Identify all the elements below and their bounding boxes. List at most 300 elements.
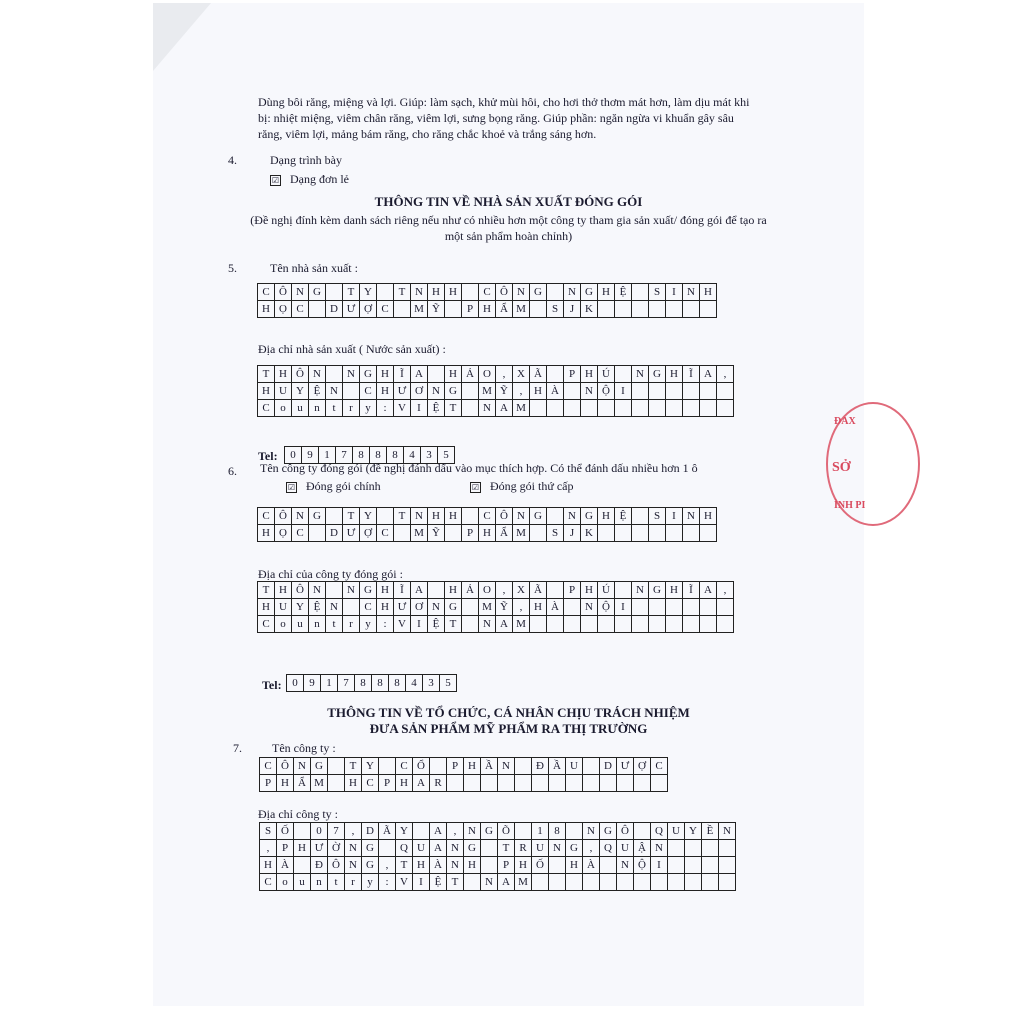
grid-cell: Ú [598, 582, 615, 599]
grid-row [260, 775, 668, 792]
grid-cell: Y [360, 284, 377, 301]
grid-row [260, 874, 736, 891]
grid-cell: G [530, 508, 547, 525]
grid-cell [668, 857, 685, 874]
grid-cell: I [615, 599, 632, 616]
grid-cell: N [292, 284, 309, 301]
grid-cell: : [379, 874, 396, 891]
grid-row [260, 857, 736, 874]
grid-cell: T [394, 508, 411, 525]
grid-cell: H [377, 366, 394, 383]
heading-note-1: (Đề nghị đính kèm danh sách riêng nếu như có nhiều hơn một công ty tham gia sản xuất/ đóng gói để tạo ra [250, 213, 767, 227]
grid-row [260, 758, 668, 775]
grid-cell: C [651, 758, 668, 775]
grid-cell [615, 525, 632, 542]
grid-cell [683, 616, 700, 633]
grid-cell: V [394, 400, 411, 417]
grid-cell [530, 400, 547, 417]
grid-cell: N [464, 823, 481, 840]
grid-cell [377, 508, 394, 525]
grid-cell: H [428, 284, 445, 301]
grid-cell: C [479, 284, 496, 301]
heading-responsible-2: ĐƯA SẢN PHẨM MỸ PHẨM RA THỊ TRƯỜNG [369, 721, 648, 736]
grid-cell [532, 874, 549, 891]
grid-cell: Ư [617, 758, 634, 775]
intro-line-2: bị: nhiệt miệng, viêm chân răng, viêm lợi, sưng bọng răng. Giúp phần: ngăn ngừa vi khuẩn gây sâu [258, 111, 734, 125]
grid-cell [700, 400, 717, 417]
grid-cell: G [309, 508, 326, 525]
grid-cell [685, 857, 702, 874]
grid-cell: T [394, 284, 411, 301]
grid-cell [445, 525, 462, 542]
grid-cell: H [258, 599, 275, 616]
grid-cell: Ã [530, 582, 547, 599]
grid-cell: P [447, 758, 464, 775]
grid-cell: C [258, 508, 275, 525]
grid-cell: , [447, 823, 464, 840]
grid-cell: 0 [311, 823, 328, 840]
grid-cell [700, 301, 717, 318]
grid-cell: Ã [379, 823, 396, 840]
grid-cell: N [651, 840, 668, 857]
grid-cell: Ú [598, 366, 615, 383]
grid-cell: N [343, 366, 360, 383]
grid-cell: H [700, 284, 717, 301]
grid-cell: N [564, 284, 581, 301]
grid-cell: t [326, 616, 343, 633]
heading-responsible-1: THÔNG TIN VỀ TỔ CHỨC, CÁ NHÂN CHỊU TRÁCH NHIỆM [327, 705, 690, 720]
grid-cell [634, 874, 651, 891]
grid-cell: 4 [404, 447, 421, 464]
grid-cell [394, 301, 411, 318]
packager-tel-grid [286, 674, 457, 692]
grid-cell: Ả [462, 366, 479, 383]
grid-cell [666, 383, 683, 400]
grid-cell [717, 383, 734, 400]
grid-cell [632, 400, 649, 417]
grid-cell: n [309, 616, 326, 633]
grid-cell: N [583, 823, 600, 840]
grid-cell [564, 400, 581, 417]
grid-cell: u [292, 400, 309, 417]
company-address-label: Địa chỉ công ty : [258, 807, 338, 821]
grid-cell [719, 874, 736, 891]
grid-cell: G [362, 857, 379, 874]
grid-cell: H [275, 366, 292, 383]
grid-cell [583, 775, 600, 792]
grid-cell [462, 383, 479, 400]
grid-cell [481, 857, 498, 874]
grid-cell: N [513, 508, 530, 525]
grid-cell [717, 616, 734, 633]
grid-cell [445, 301, 462, 318]
section-4-number: 4. [228, 153, 237, 167]
grid-cell: G [566, 840, 583, 857]
grid-cell: J [564, 525, 581, 542]
grid-cell: N [479, 400, 496, 417]
grid-cell [328, 775, 345, 792]
grid-cell: Ỹ [428, 525, 445, 542]
grid-cell: N [683, 508, 700, 525]
grid-cell [428, 366, 445, 383]
grid-cell [700, 383, 717, 400]
grid-cell: y [362, 874, 379, 891]
grid-cell: H [277, 775, 294, 792]
section-6-number: 6. [228, 464, 237, 478]
grid-cell: I [615, 383, 632, 400]
grid-cell: H [598, 508, 615, 525]
grid-cell: U [413, 840, 430, 857]
grid-cell: H [445, 284, 462, 301]
grid-cell: D [326, 301, 343, 318]
grid-cell [632, 383, 649, 400]
grid-cell: 5 [438, 447, 455, 464]
secondary-packaging-option [470, 479, 574, 493]
grid-cell [598, 616, 615, 633]
grid-cell [447, 775, 464, 792]
grid-cell: N [309, 582, 326, 599]
grid-cell: S [547, 301, 564, 318]
grid-cell: I [666, 284, 683, 301]
packager-address-grid [257, 581, 734, 633]
grid-cell [615, 616, 632, 633]
grid-cell [719, 857, 736, 874]
grid-cell [600, 775, 617, 792]
grid-cell: H [598, 284, 615, 301]
grid-cell: T [258, 582, 275, 599]
grid-cell: 1 [321, 675, 338, 692]
grid-cell [666, 616, 683, 633]
grid-cell: N [632, 582, 649, 599]
checkbox-checked-icon[interactable]: ☑ [287, 482, 296, 492]
grid-cell: N [411, 508, 428, 525]
grid-cell [668, 874, 685, 891]
grid-cell: Ô [275, 508, 292, 525]
grid-cell: P [564, 366, 581, 383]
grid-cell: C [258, 284, 275, 301]
grid-cell: Ầ [481, 758, 498, 775]
grid-cell: H [666, 582, 683, 599]
grid-cell: Ậ [634, 840, 651, 857]
grid-cell [549, 775, 566, 792]
grid-cell: G [530, 284, 547, 301]
grid-cell [549, 874, 566, 891]
grid-cell: P [379, 775, 396, 792]
grid-cell: Y [396, 823, 413, 840]
grid-cell: À [547, 599, 564, 616]
grid-cell: Ệ [309, 599, 326, 616]
grid-cell [632, 301, 649, 318]
grid-cell: H [464, 857, 481, 874]
grid-cell [428, 582, 445, 599]
grid-cell: U [275, 383, 292, 400]
grid-cell: 7 [336, 447, 353, 464]
grid-cell: G [649, 582, 666, 599]
grid-cell: Ộ [598, 599, 615, 616]
grid-cell: N [428, 599, 445, 616]
grid-cell: Ô [496, 284, 513, 301]
grid-cell [666, 301, 683, 318]
option-label: Đóng gói thứ cấp [490, 479, 574, 493]
grid-cell: N [309, 366, 326, 383]
grid-cell [702, 874, 719, 891]
grid-cell: Ệ [309, 383, 326, 400]
grid-cell: Ẩ [496, 525, 513, 542]
grid-cell: 3 [421, 447, 438, 464]
grid-cell: Ô [617, 823, 634, 840]
grid-cell: V [396, 874, 413, 891]
grid-row [287, 675, 457, 692]
grid-cell: 0 [285, 447, 302, 464]
grid-cell: Ề [702, 823, 719, 840]
grid-cell: Ư [343, 301, 360, 318]
grid-cell: M [513, 525, 530, 542]
company-name-label: Tên công ty : [272, 741, 336, 755]
grid-cell: Ư [394, 383, 411, 400]
grid-row [260, 840, 736, 857]
grid-cell [634, 775, 651, 792]
checkbox-checked-icon[interactable]: ☑ [471, 482, 480, 492]
grid-cell: Ệ [428, 616, 445, 633]
grid-cell: G [309, 284, 326, 301]
grid-cell [581, 616, 598, 633]
grid-cell: A [411, 366, 428, 383]
grid-cell [462, 616, 479, 633]
grid-cell: I [411, 616, 428, 633]
grid-cell: I [411, 400, 428, 417]
grid-cell [532, 775, 549, 792]
grid-cell [632, 599, 649, 616]
grid-cell: H [666, 366, 683, 383]
grid-cell [600, 857, 617, 874]
grid-cell [515, 775, 532, 792]
grid-cell: 1 [319, 447, 336, 464]
grid-cell: o [275, 616, 292, 633]
grid-cell: Ĩ [683, 366, 700, 383]
grid-cell: H [396, 775, 413, 792]
grid-cell: X [513, 582, 530, 599]
grid-cell: C [377, 525, 394, 542]
checkbox-checked-icon[interactable]: ☑ [271, 175, 280, 185]
packager-name-grid [257, 507, 717, 542]
grid-cell: H [566, 857, 583, 874]
grid-cell: : [377, 400, 394, 417]
grid-cell: A [496, 400, 513, 417]
grid-cell: N [617, 857, 634, 874]
grid-cell [547, 366, 564, 383]
official-stamp [826, 402, 920, 526]
grid-cell [581, 400, 598, 417]
grid-cell: T [343, 284, 360, 301]
grid-cell: R [515, 840, 532, 857]
section-5-number: 5. [228, 261, 237, 275]
grid-cell: K [581, 525, 598, 542]
grid-cell: P [260, 775, 277, 792]
grid-cell: M [479, 599, 496, 616]
primary-packaging-option [286, 479, 381, 493]
grid-cell: G [445, 383, 462, 400]
company-address-grid [259, 822, 736, 891]
grid-cell: o [275, 400, 292, 417]
grid-cell: H [530, 599, 547, 616]
grid-cell: , [513, 599, 530, 616]
grid-cell: H [445, 508, 462, 525]
grid-cell [309, 525, 326, 542]
grid-cell: M [311, 775, 328, 792]
grid-cell: Ợ [360, 301, 377, 318]
grid-cell: C [360, 599, 377, 616]
grid-cell [717, 599, 734, 616]
grid-cell [328, 758, 345, 775]
manufacturer-name-grid [257, 283, 717, 318]
grid-cell: r [343, 616, 360, 633]
grid-cell: H [377, 582, 394, 599]
grid-cell [683, 400, 700, 417]
grid-cell: Y [292, 599, 309, 616]
grid-cell [379, 758, 396, 775]
grid-cell: N [294, 758, 311, 775]
grid-cell: A [496, 616, 513, 633]
grid-cell: M [411, 525, 428, 542]
grid-cell [651, 874, 668, 891]
grid-cell: t [328, 874, 345, 891]
grid-cell: À [430, 857, 447, 874]
grid-cell [394, 525, 411, 542]
manufacturer-tel-label: Tel: [258, 449, 278, 463]
grid-cell: 3 [423, 675, 440, 692]
stamp-text-bottom: ÌNH PI [834, 500, 866, 511]
grid-cell [666, 525, 683, 542]
grid-cell [651, 775, 668, 792]
grid-cell [464, 874, 481, 891]
section-7-number: 7. [233, 741, 242, 755]
grid-cell: M [513, 301, 530, 318]
grid-cell [615, 366, 632, 383]
grid-cell: H [377, 599, 394, 616]
grid-cell: y [360, 616, 377, 633]
grid-cell [462, 508, 479, 525]
grid-cell: H [275, 582, 292, 599]
packager-label: Tên công ty đóng gói (đề nghị đánh dấu vào mục thích hợp. Có thể đánh dấu nhiều hơn 1 ô [260, 461, 698, 475]
grid-cell: Q [396, 840, 413, 857]
grid-cell: Y [360, 508, 377, 525]
grid-cell [462, 400, 479, 417]
grid-cell [668, 840, 685, 857]
grid-cell [649, 400, 666, 417]
grid-cell: T [445, 616, 462, 633]
grid-cell: , [583, 840, 600, 857]
grid-cell [598, 525, 615, 542]
grid-row [258, 400, 734, 417]
grid-cell: U [617, 840, 634, 857]
grid-cell: H [294, 840, 311, 857]
grid-cell [326, 508, 343, 525]
grid-cell: C [260, 758, 277, 775]
grid-cell [615, 400, 632, 417]
grid-cell: N [345, 857, 362, 874]
grid-row [258, 366, 734, 383]
grid-cell: Ô [277, 758, 294, 775]
grid-cell: Ọ [275, 525, 292, 542]
grid-cell [515, 758, 532, 775]
grid-cell: J [564, 301, 581, 318]
grid-row [258, 284, 717, 301]
grid-cell: H [258, 383, 275, 400]
grid-cell: H [260, 857, 277, 874]
grid-cell: G [445, 599, 462, 616]
grid-cell [462, 284, 479, 301]
grid-cell: Ợ [360, 525, 377, 542]
grid-cell: Ệ [615, 284, 632, 301]
section-4-label: Dạng trình bày [270, 153, 342, 167]
grid-cell: A [413, 775, 430, 792]
grid-cell: 1 [532, 823, 549, 840]
grid-cell [564, 383, 581, 400]
grid-cell: Ệ [430, 874, 447, 891]
grid-cell [700, 599, 717, 616]
stamp-text-top: ĐAX [834, 416, 856, 427]
grid-cell: , [717, 366, 734, 383]
grid-cell: G [362, 840, 379, 857]
grid-cell: Ẩ [294, 775, 311, 792]
grid-cell: 7 [338, 675, 355, 692]
grid-cell: H [428, 508, 445, 525]
grid-cell: U [532, 840, 549, 857]
grid-cell: O [479, 366, 496, 383]
grid-cell: X [513, 366, 530, 383]
grid-cell: P [462, 525, 479, 542]
grid-cell: T [343, 508, 360, 525]
grid-row [260, 823, 736, 840]
grid-cell: Ố [277, 823, 294, 840]
grid-cell: Ố [532, 857, 549, 874]
grid-cell: G [581, 508, 598, 525]
grid-cell: n [311, 874, 328, 891]
grid-cell: N [719, 823, 736, 840]
section-4-option [270, 172, 349, 186]
grid-cell [326, 582, 343, 599]
grid-cell: t [326, 400, 343, 417]
grid-cell: Ư [394, 599, 411, 616]
grid-cell: Õ [498, 823, 515, 840]
grid-cell: H [479, 301, 496, 318]
grid-cell [702, 857, 719, 874]
grid-cell: H [530, 383, 547, 400]
grid-cell: G [600, 823, 617, 840]
grid-cell: Ơ [411, 383, 428, 400]
grid-row [258, 525, 717, 542]
grid-cell: C [292, 301, 309, 318]
grid-cell: Ệ [428, 400, 445, 417]
heading-manufacturer: THÔNG TIN VỀ NHÀ SẢN XUẤT ĐÓNG GÓI [374, 194, 643, 209]
grid-cell [683, 525, 700, 542]
grid-cell: o [277, 874, 294, 891]
grid-cell [377, 284, 394, 301]
grid-cell: H [464, 758, 481, 775]
grid-cell: G [311, 758, 328, 775]
grid-cell [464, 775, 481, 792]
grid-cell [566, 874, 583, 891]
stamp-text-mid: SỞ [832, 460, 851, 475]
grid-cell: Y [362, 758, 379, 775]
grid-cell [413, 823, 430, 840]
grid-cell [549, 857, 566, 874]
grid-cell: D [362, 823, 379, 840]
grid-cell: Ổ [413, 758, 430, 775]
grid-cell: H [345, 775, 362, 792]
grid-cell: Ọ [275, 301, 292, 318]
grid-cell: H [581, 582, 598, 599]
